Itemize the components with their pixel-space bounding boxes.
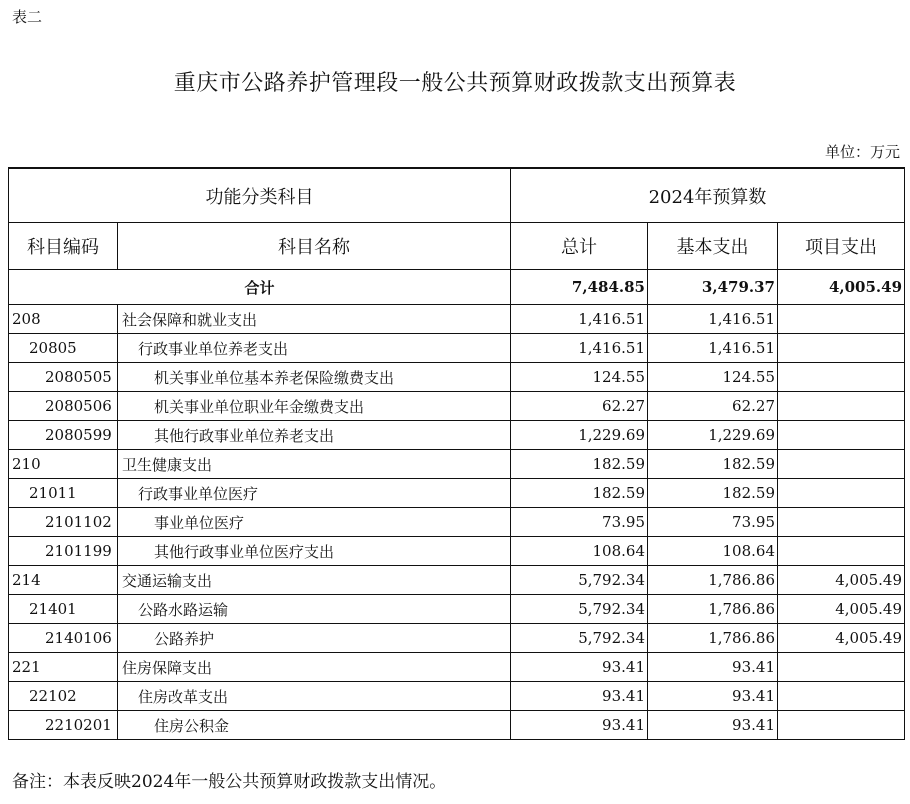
project-expense-cell [778,479,905,508]
basic-expense-cell: 182.59 [648,479,778,508]
total-cell: 1,416.51 [511,334,648,363]
total-cell: 1,229.69 [511,421,648,450]
code-cell: 2101102 [9,508,118,537]
name-cell: 住房改革支出 [118,682,511,711]
code-cell: 2101199 [9,537,118,566]
basic-expense-cell: 73.95 [648,508,778,537]
table-subheader-row [9,223,905,270]
table-row [9,334,905,363]
project-expense-cell [778,537,905,566]
project-expense-cell [778,682,905,711]
total-cell: 124.55 [511,363,648,392]
name-cell: 行政事业单位养老支出 [118,334,511,363]
name-cell: 卫生健康支出 [118,450,511,479]
table-row [9,653,905,682]
name-cell: 交通运输支出 [118,566,511,595]
header-project-expense: 项目支出 [778,223,905,270]
unit-label: 单位：万元 [824,143,900,161]
name-cell: 行政事业单位医疗 [118,479,511,508]
code-cell: 2080599 [9,421,118,450]
project-expense-cell: 4,005.49 [778,624,905,653]
table-row [9,508,905,537]
code-cell: 2080505 [9,363,118,392]
name-cell: 事业单位医疗 [118,508,511,537]
project-expense-cell [778,421,905,450]
code-cell: 21011 [9,479,118,508]
table-row [9,595,905,624]
code-cell: 2080506 [9,392,118,421]
table-row [9,305,905,334]
code-cell: 208 [9,305,118,334]
page-title: 重庆市公路养护管理段一般公共预算财政拨款支出预算表 [173,71,737,96]
code-cell: 21401 [9,595,118,624]
table-row [9,450,905,479]
basic-expense-cell: 93.41 [648,653,778,682]
basic-expense-cell: 1,786.86 [648,595,778,624]
total-cell: 62.27 [511,392,648,421]
total-cell: 73.95 [511,508,648,537]
header-basic-expense: 基本支出 [648,223,778,270]
project-expense-cell [778,334,905,363]
name-cell: 公路水路运输 [118,595,511,624]
code-cell: 210 [9,450,118,479]
project-expense-cell [778,711,905,740]
name-cell: 公路养护 [118,624,511,653]
name-cell: 社会保障和就业支出 [118,305,511,334]
basic-expense-cell: 124.55 [648,363,778,392]
name-cell: 住房保障支出 [118,653,511,682]
total-total-value: 7,484.85 [511,270,648,305]
header-code: 科目编码 [9,223,118,270]
name-cell: 机关事业单位基本养老保险缴费支出 [118,363,511,392]
total-cell: 93.41 [511,711,648,740]
table-row [9,566,905,595]
code-cell: 2210201 [9,711,118,740]
basic-expense-cell: 62.27 [648,392,778,421]
project-expense-cell [778,653,905,682]
project-expense-cell: 4,005.49 [778,595,905,624]
total-cell: 1,416.51 [511,305,648,334]
total-row [9,270,905,305]
project-expense-cell [778,392,905,421]
total-label: 合计 [9,270,511,305]
total-cell: 93.41 [511,653,648,682]
header-function-category: 功能分类科目 [9,168,511,223]
code-cell: 20805 [9,334,118,363]
total-cell: 5,792.34 [511,595,648,624]
basic-expense-cell: 93.41 [648,711,778,740]
project-expense-cell [778,305,905,334]
code-cell: 214 [9,566,118,595]
total-cell: 5,792.34 [511,566,648,595]
table-row [9,363,905,392]
table-row [9,421,905,450]
header-total: 总计 [511,223,648,270]
table-number-label: 表二 [12,8,43,26]
table-row [9,479,905,508]
total-basic-value: 3,479.37 [648,270,778,305]
total-cell: 108.64 [511,537,648,566]
footnote: 备注：本表反映2024年一般公共预算财政拨款支出情况。 [12,772,447,792]
total-cell: 182.59 [511,450,648,479]
basic-expense-cell: 93.41 [648,682,778,711]
name-cell: 住房公积金 [118,711,511,740]
total-cell: 182.59 [511,479,648,508]
table-row [9,682,905,711]
name-cell: 机关事业单位职业年金缴费支出 [118,392,511,421]
basic-expense-cell: 1,229.69 [648,421,778,450]
code-cell: 22102 [9,682,118,711]
basic-expense-cell: 1,416.51 [648,305,778,334]
basic-expense-cell: 182.59 [648,450,778,479]
total-project-value: 4,005.49 [778,270,905,305]
code-cell: 2140106 [9,624,118,653]
header-name: 科目名称 [118,223,511,270]
total-cell: 5,792.34 [511,624,648,653]
budget-table [8,167,905,740]
header-budget-2024: 2024年预算数 [511,168,905,223]
table-row [9,711,905,740]
name-cell: 其他行政事业单位医疗支出 [118,537,511,566]
table-row [9,624,905,653]
project-expense-cell [778,450,905,479]
table-row [9,537,905,566]
name-cell: 其他行政事业单位养老支出 [118,421,511,450]
table-row [9,392,905,421]
table-header-row [9,168,905,223]
project-expense-cell [778,508,905,537]
basic-expense-cell: 108.64 [648,537,778,566]
basic-expense-cell: 1,786.86 [648,566,778,595]
project-expense-cell [778,363,905,392]
code-cell: 221 [9,653,118,682]
basic-expense-cell: 1,786.86 [648,624,778,653]
total-cell: 93.41 [511,682,648,711]
project-expense-cell: 4,005.49 [778,566,905,595]
basic-expense-cell: 1,416.51 [648,334,778,363]
